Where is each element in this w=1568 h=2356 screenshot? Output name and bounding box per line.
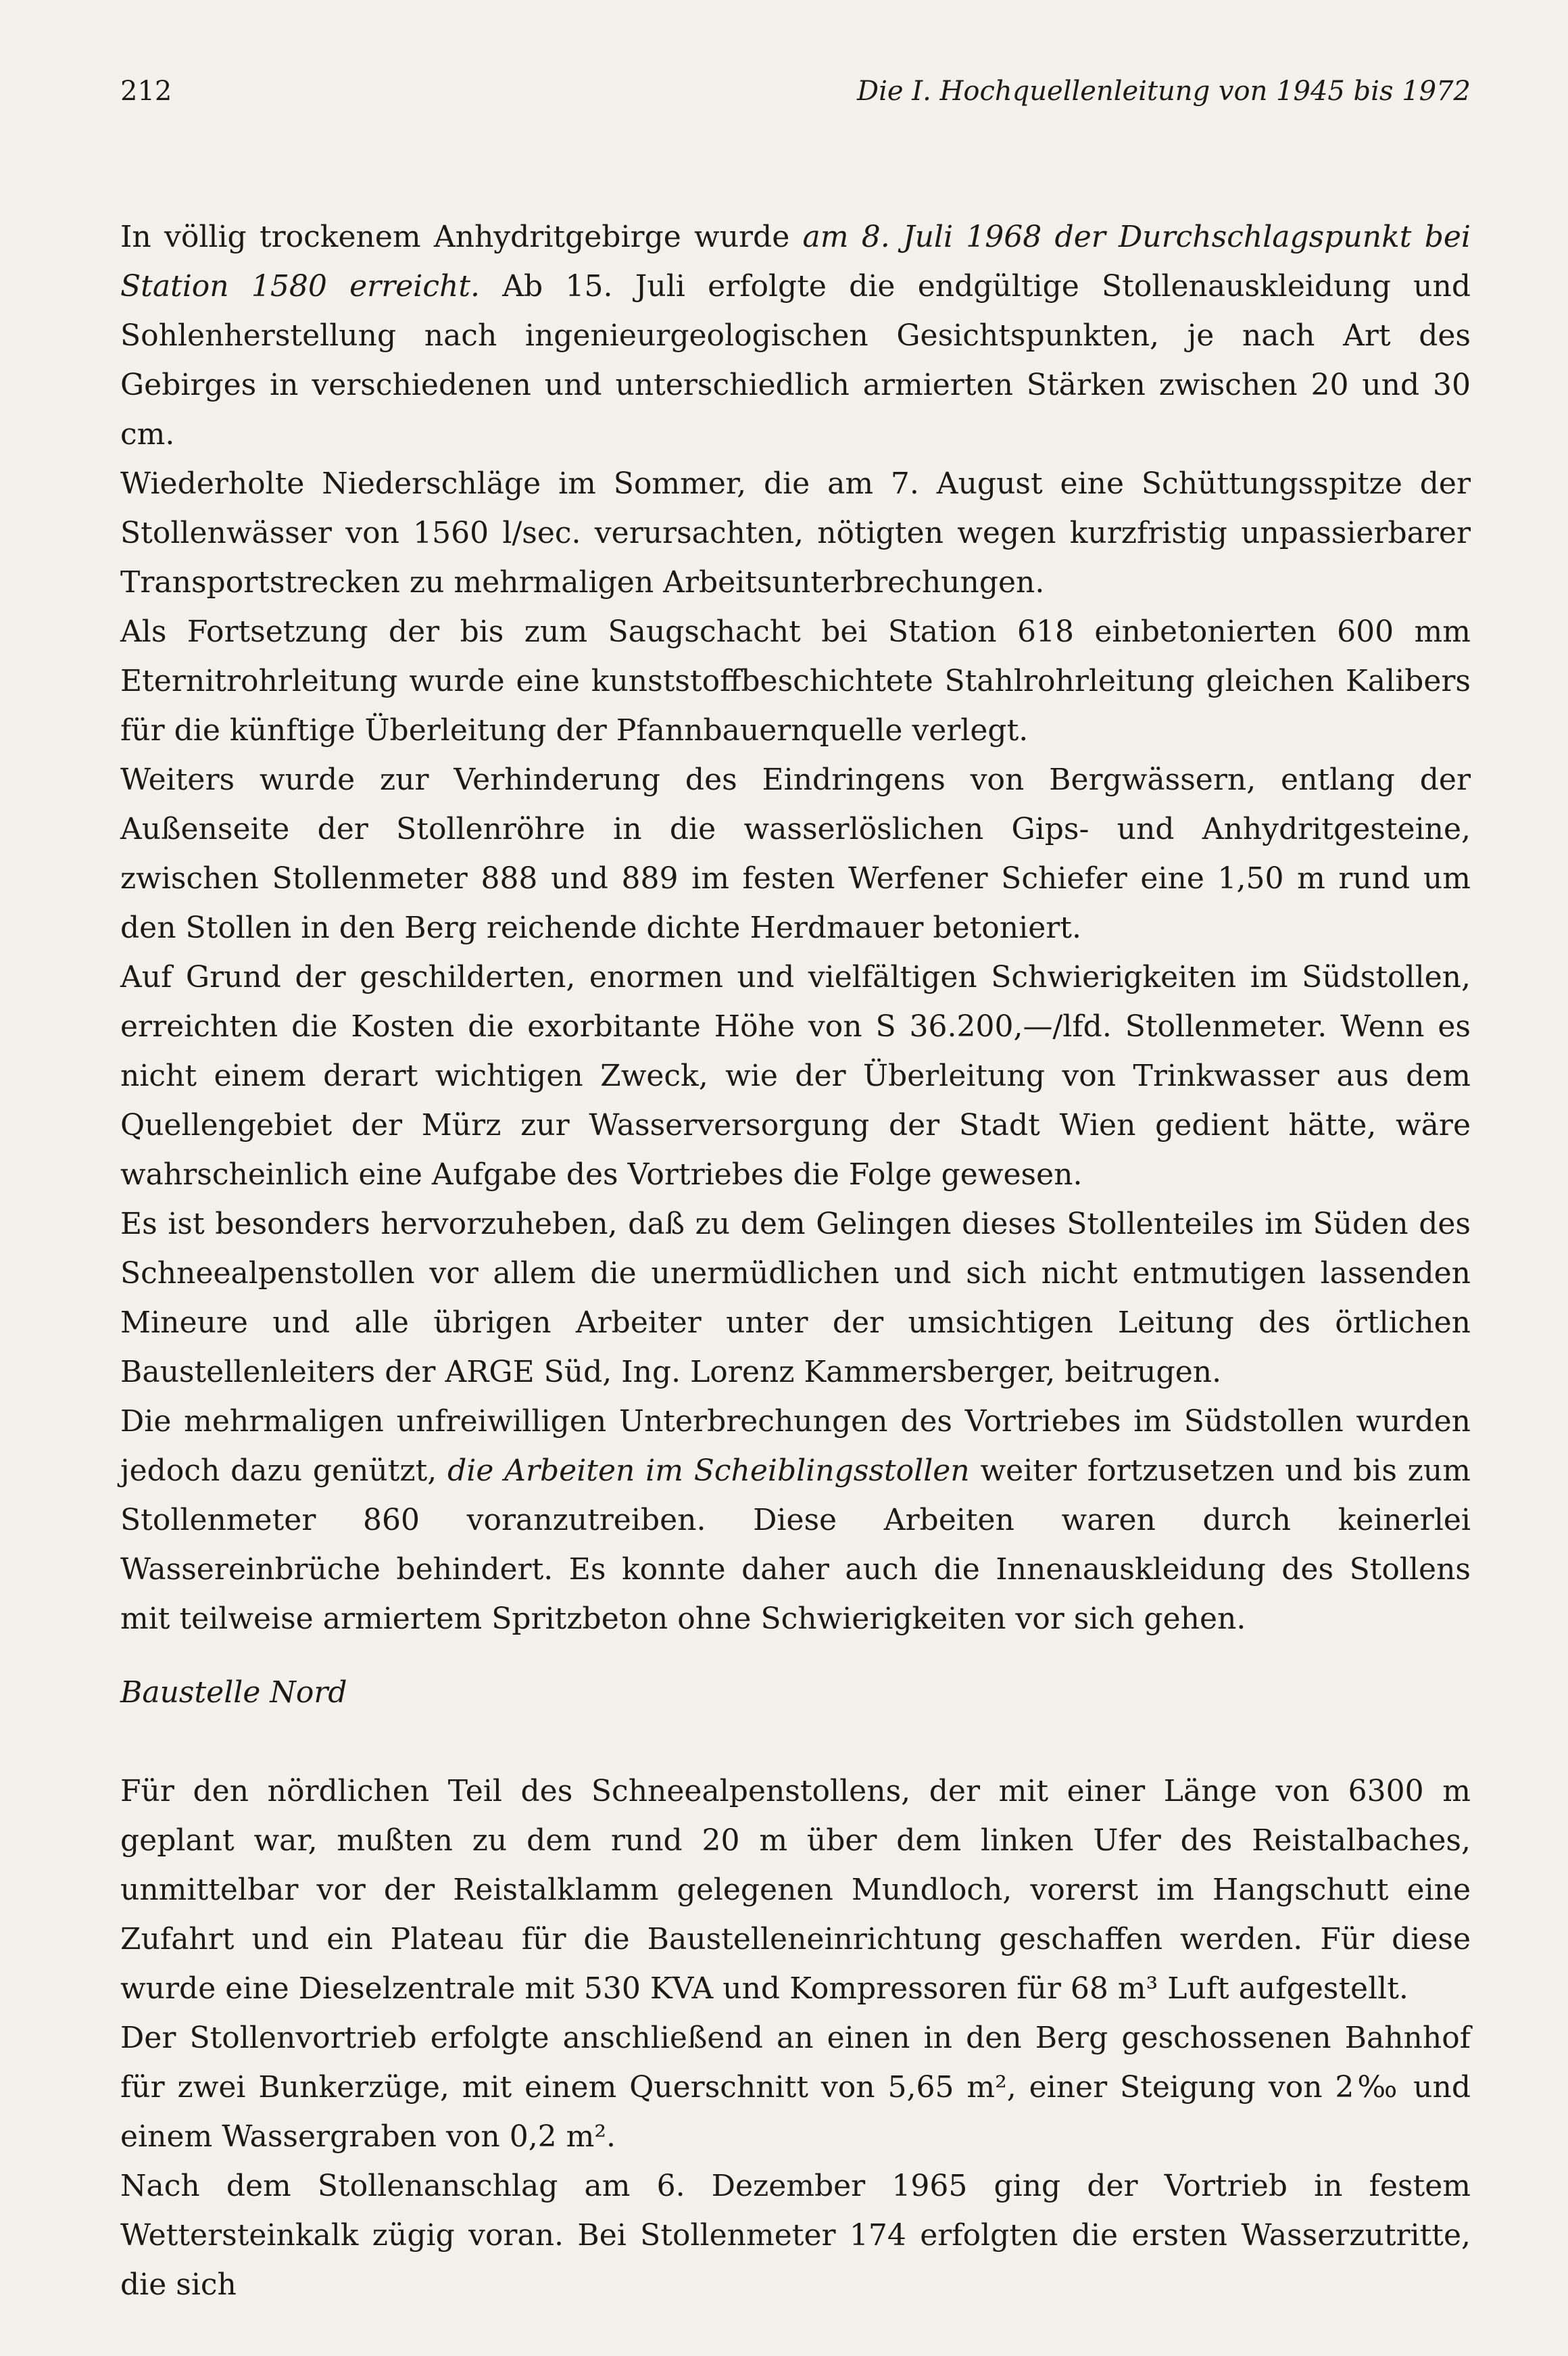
section-heading: Baustelle Nord	[120, 1675, 347, 1710]
north-section-text	[120, 1766, 1471, 2309]
running-title: Die I. Hochquellenleitung von 1945 bis 1972	[857, 76, 1471, 107]
paragraph: Weiters wurde zur Verhinderung des Eindringens von Bergwässern, entlang der Außenseite der Stollenröhre in die wasserlöslichen Gips- und Anhydritgesteine, zwischen Stollenmeter 888 und 889 im festen Werfener Schiefer eine 1,50 m rund um den Stollen in den Berg reichende dichte Herdmauer betoniert.	[120, 763, 1471, 945]
emphasized-text: am 8. Juli 1968 der Durchschlagspunkt bei Station 1580 erreicht.	[120, 220, 1471, 304]
south-section-text	[120, 212, 1471, 1643]
text-run: In völlig trockenem Anhydritgebirge wurde	[120, 220, 790, 254]
text-run: Die mehrmaligen unfreiwilligen Unterbrechungen des Vortriebes im Südstollen wurden jedoch dazu genützt,	[120, 1404, 1471, 1488]
text-run: weiter fortzusetzen und bis zum Stollenmeter 860 voranzutreiben. Diese Arbeiten waren durch keinerlei Wassereinbrüche behindert. Es konnte daher auch die Innenauskleidung des Stollens mit teilweise armiertem Spritzbeton ohne Schwierigkeiten vor sich gehen.	[120, 1453, 1471, 1636]
paragraph: Auf Grund der geschilderten, enormen und vielfältigen Schwierigkeiten im Südstollen, erreichten die Kosten die exorbitante Höhe von S 36.200,—/lfd. Stollenmeter. Wenn es nicht einem derart wichtigen Zweck, wie der Überleitung von Trinkwasser aus dem Quellengebiet der Mürz zur Wasserversorgung der Stadt Wien gedient hätte, wäre wahrscheinlich eine Aufgabe des Vortriebes die Folge gewesen.	[120, 960, 1471, 1192]
page-header	[120, 68, 1471, 115]
paragraph: Für den nördlichen Teil des Schneealpenstollens, der mit einer Länge von 6300 m geplant war, mußten zu dem rund 20 m über dem linken Ufer des Reistalbaches, unmittelbar vor der Reistalklamm gelegenen Mundloch, vorerst im Hangschutt eine Zufahrt und ein Plateau für die Baustelleneinrichtung geschaffen werden. Für diese wurde eine Dieselzentrale mit 530 KVA und Kompressoren für 68 m³ Luft aufgestellt.	[120, 1774, 1471, 2006]
paragraph: Als Fortsetzung der bis zum Saugschacht bei Station 618 einbetonierten 600 mm Eternitrohrleitung wurde eine kunststoffbeschichtete Stahlrohrleitung gleichen Kalibers für die künftige Überleitung der Pfannbauernquelle verlegt.	[120, 615, 1471, 748]
text-run: Ab 15. Juli erfolgte die endgültige Stollenauskleidung und Sohlenherstellung nach ingenieurgeologischen Gesichtspunkten, je nach Art des Gebirges in verschiedenen und unterschiedlich armierten Stärken zwischen 20 und 30 cm.	[120, 269, 1471, 452]
paragraph	[120, 1397, 1471, 1643]
paragraph: Es ist besonders hervorzuheben, daß zu dem Gelingen dieses Stollenteiles im Süden des Schneealpenstollen vor allem die unermüdlichen und sich nicht entmutigen lassenden Mineure und alle übrigen Arbeiter unter der umsichtigen Leitung des örtlichen Baustellenleiters der ARGE Süd, Ing. Lorenz Kammersberger, beitrugen.	[120, 1207, 1471, 1389]
paragraph: Wiederholte Niederschläge im Sommer, die am 7. August eine Schüttungsspitze der Stollenwässer von 1560 l/sec. verursachten, nötigten wegen kurzfristig unpassierbarer Transportstrecken zu mehrmaligen Arbeitsunterbrechungen.	[120, 466, 1471, 600]
page-number: 212	[120, 76, 172, 107]
paragraph: Nach dem Stollenanschlag am 6. Dezember 1965 ging der Vortrieb in festem Wettersteinkalk zügig voran. Bei Stollenmeter 174 erfolgten die ersten Wasserzutritte, die sich	[120, 2169, 1471, 2302]
paragraph	[120, 212, 1471, 459]
paragraph: Der Stollenvortrieb erfolgte anschließend an einen in den Berg geschossenen Bahnhof für zwei Bunkerzüge, mit einem Querschnitt von 5,65 m², einer Steigung von 2‰ und einem Wassergraben von 0,2 m².	[120, 2021, 1471, 2154]
book-page	[120, 0, 1471, 2356]
emphasized-text: die Arbeiten im Scheiblingsstollen	[447, 1453, 970, 1488]
